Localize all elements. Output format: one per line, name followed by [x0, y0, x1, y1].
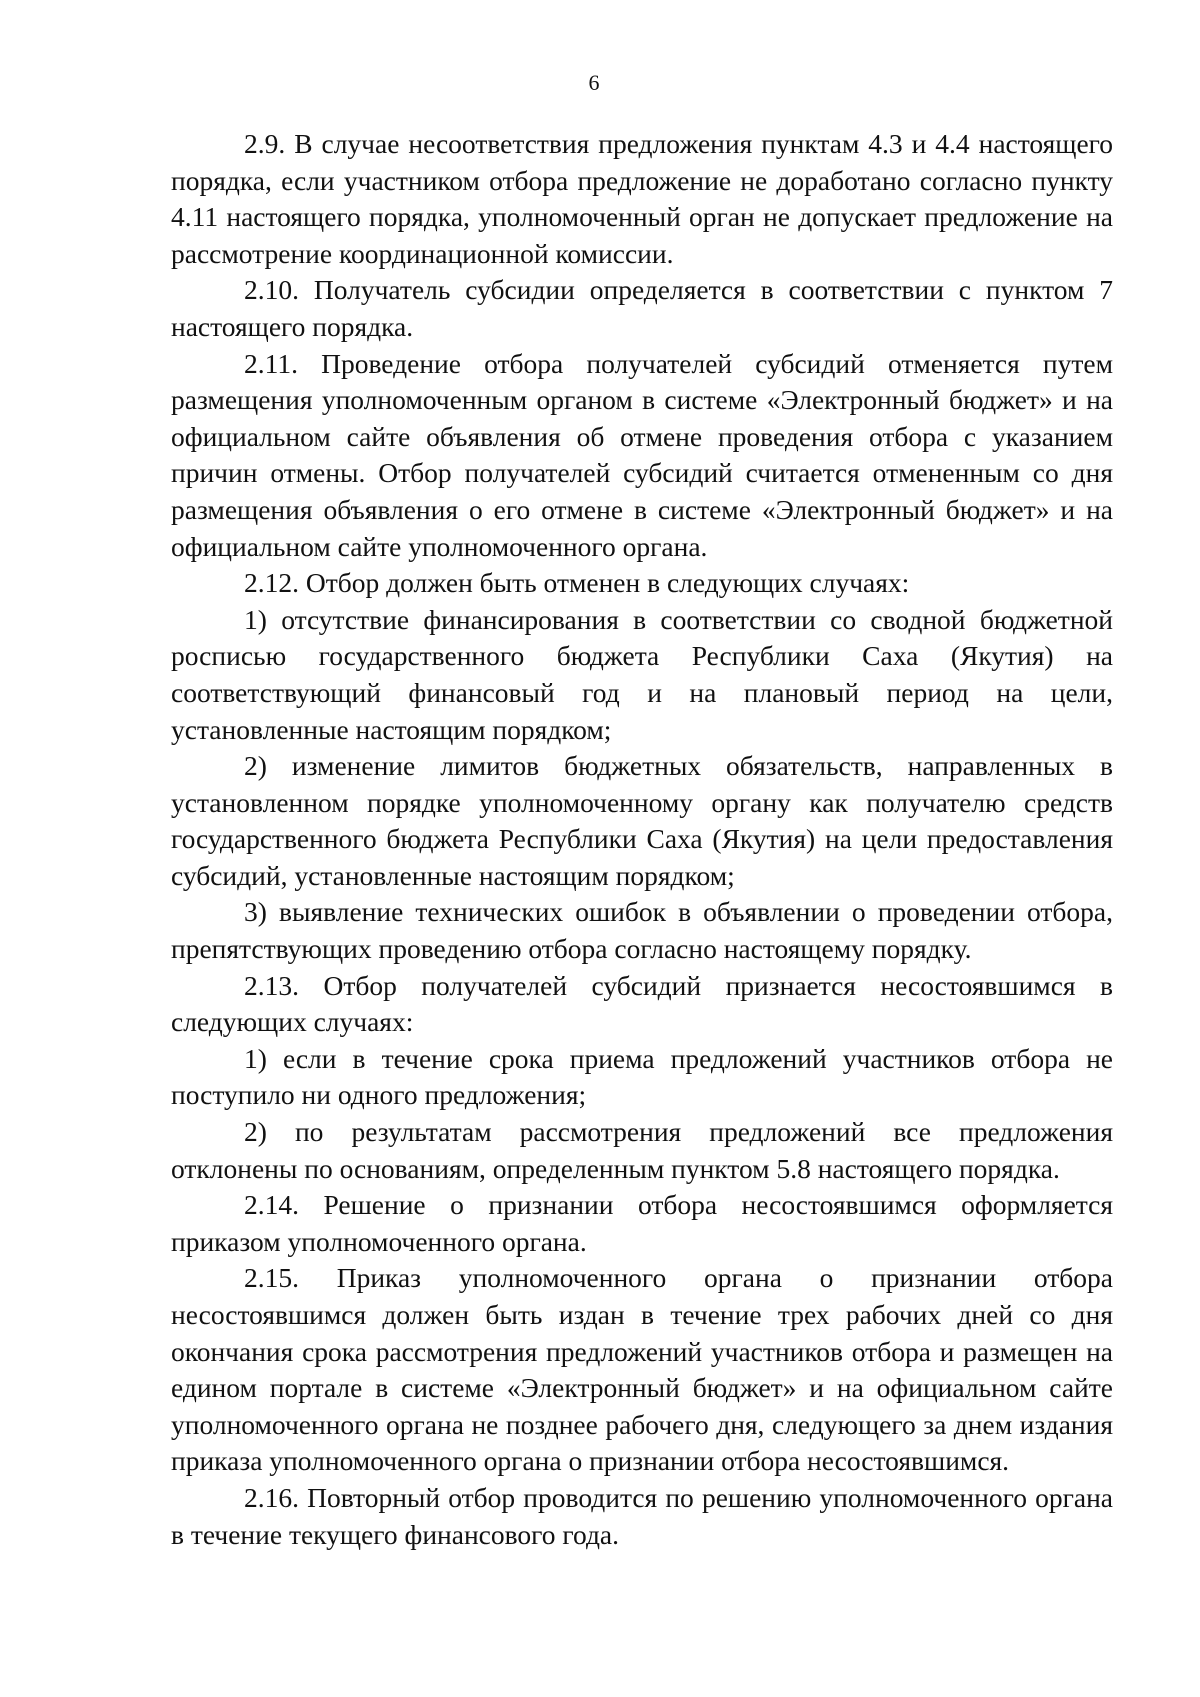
page-number: 6 [588, 70, 600, 95]
paragraph-2-14: 2.14. Решение о признании отбора несостоявшимся оформляется приказом уполномоченного органа. [171, 1189, 1113, 1257]
list-item-2-13-1: 1) если в течение срока приема предложений участников отбора не поступило ни одного предложения; [171, 1042, 1113, 1111]
list-item-2-13-2: 2) по результатам рассмотрения предложений все предложения отклонены по основаниям, определенным пунктом 5.8 настоящего порядка. [171, 1116, 1113, 1184]
paragraph-2-10: 2.10. Получатель субсидии определяется в соответствии с пунктом 7 настоящего порядка. [171, 274, 1113, 342]
list-item-2-12-1: 1) отсутствие финансирования в соответствии со сводной бюджетной росписью государственного бюджета Республики Саха (Якутия) на соответствующий финансовый год и на плановый период на цели, установленные настоящим порядком; [171, 603, 1113, 745]
list-item-2-12-2: 2) изменение лимитов бюджетных обязательств, направленных в установленном порядке уполномоченному органу как получателю средств государственного бюджета Республики Саха (Якутия) на цели предоставления субсидий, установленные настоящим порядком; [171, 750, 1113, 891]
document-body [171, 126, 1113, 1553]
paragraph-2-13: 2.13. Отбор получателей субсидий признается несостоявшимся в следующих случаях: [171, 969, 1113, 1038]
paragraph-2-15: 2.15. Приказ уполномоченного органа о признании отбора несостоявшимся должен быть издан в течение трех рабочих дней со дня окончания срока рассмотрения предложений участников отбора и размещен на едином портале в системе «Электронный бюджет» и на официальном сайте уполномоченного органа не позднее рабочего дня, следующего за днем издания приказа уполномоченного органа о признании отбора несостоявшимся. [171, 1262, 1113, 1477]
paragraph-2-9: 2.9. В случае несоответствия предложения пунктам 4.3 и 4.4 настоящего порядка, если участником отбора предложение не доработано согласно пункту 4.11 настоящего порядка, уполномоченный орган не допускает предложение на рассмотрение координационной комиссии. [171, 128, 1113, 269]
paragraph-2-16: 2.16. Повторный отбор проводится по решению уполномоченного органа в течение текущего финансового года. [171, 1481, 1113, 1550]
paragraph-2-11: 2.11. Проведение отбора получателей субсидий отменяется путем размещения уполномоченным органом в системе «Электронный бюджет» и на официальном сайте объявления об отмене проведения отбора с указанием причин отмены. Отбор получателей субсидий считается отмененным со дня размещения объявления о его отмене в системе «Электронный бюджет» и на официальном сайте уполномоченного органа. [171, 347, 1113, 562]
paragraph-2-12: 2.12. Отбор должен быть отменен в следующих случаях: [244, 567, 910, 599]
list-item-2-12-3: 3) выявление технических ошибок в объявлении о проведении отбора, препятствующих проведению отбора согласно настоящему порядку. [171, 896, 1113, 965]
